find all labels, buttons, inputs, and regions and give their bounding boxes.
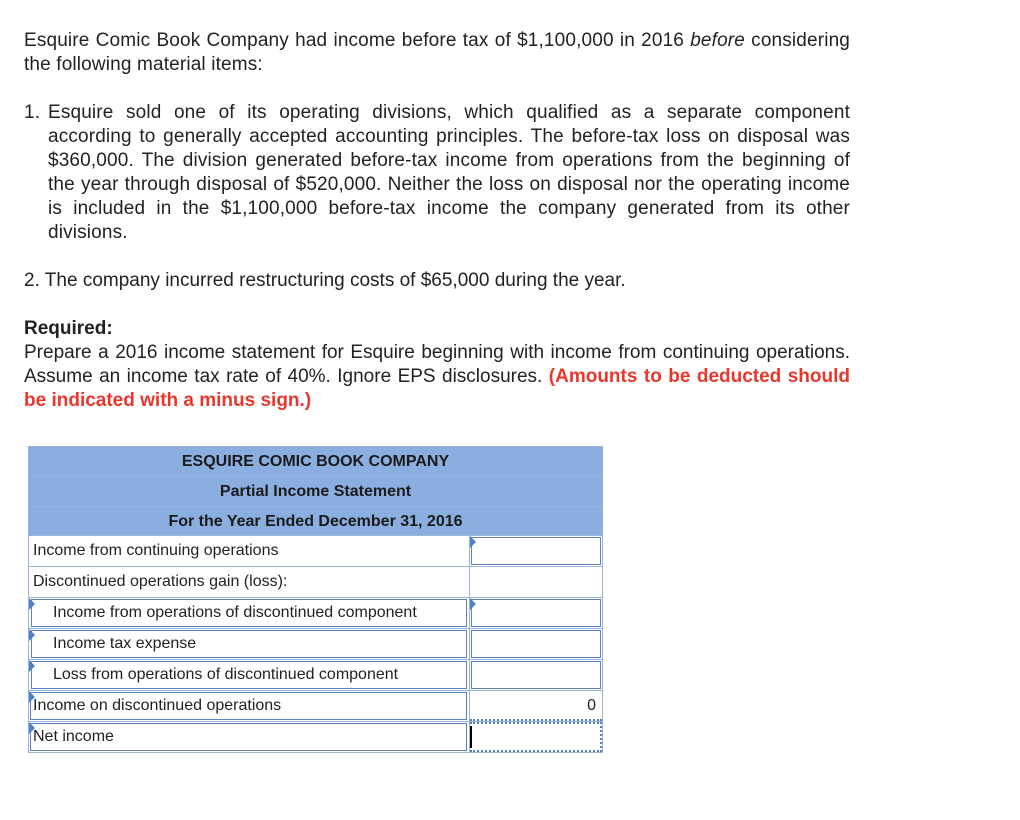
list-item-text: Esquire sold one of its operating divisions, which qualified as a separate component according to generally accepted accounting principles. The before-tax loss on disposal was $360,000. The division generated before-tax income from operations from the beginning of the year through disposal of $520,000. Neither the loss on disposal nor the operating income is included in the $1,100,000 before-tax income the company generated from its other divisions. — [48, 102, 850, 243]
row-label — [29, 536, 470, 566]
row-label-text: Income tax expense — [53, 635, 197, 652]
amount-input[interactable] — [470, 536, 602, 566]
table-row — [28, 598, 603, 629]
minus-sign-note: (Amounts to be deducted should be indicated with a minus sign.) — [24, 366, 850, 411]
row-label-select[interactable] — [29, 722, 470, 752]
amount-input[interactable] — [470, 660, 602, 690]
list-item-number: 2. — [24, 270, 40, 291]
row-label-select[interactable] — [29, 598, 470, 628]
required-text: Prepare a 2016 income statement for Esquire beginning with income from continuing operations. Assume an income tax rate of 40%. Ignore EPS disclosures. — [24, 342, 850, 387]
intro-text-b: considering the following material items: — [24, 30, 850, 75]
intro-paragraph — [24, 29, 850, 77]
amount-input[interactable] — [470, 629, 602, 659]
table-row — [28, 536, 603, 567]
text-cursor — [470, 726, 472, 748]
amount-value: 0 — [587, 697, 596, 714]
table-row — [28, 722, 603, 753]
table-row — [28, 629, 603, 660]
input-marker-icon — [470, 536, 476, 548]
required-section — [24, 317, 850, 413]
row-label-text: Net income — [33, 728, 114, 745]
intro-emphasis: before — [690, 30, 745, 51]
row-label-text: Discontinued operations gain (loss): — [33, 573, 288, 590]
statement-title-header: Partial Income Statement — [28, 476, 603, 506]
required-heading: Required: — [24, 318, 113, 339]
computed-amount — [470, 691, 602, 721]
row-label-text: Loss from operations of discontinued component — [53, 666, 399, 683]
amount-input[interactable] — [470, 598, 602, 628]
input-marker-icon — [29, 660, 35, 672]
statement-period-header: For the Year Ended December 31, 2016 — [28, 506, 603, 536]
amount-cell — [470, 567, 602, 597]
net-income-amount — [470, 722, 602, 752]
row-label-select[interactable] — [29, 629, 470, 659]
list-item-text: The company incurred restructuring costs of $65,000 during the year. — [44, 270, 626, 291]
row-label — [29, 567, 470, 597]
list-item — [24, 101, 850, 245]
list-item-number: 1. — [24, 102, 41, 123]
row-label-select[interactable] — [29, 660, 470, 690]
income-statement-table — [28, 446, 603, 753]
company-name-header: ESQUIRE COMIC BOOK COMPANY — [28, 446, 603, 476]
table-row — [28, 567, 603, 598]
material-items-list — [24, 101, 850, 245]
list-item — [24, 269, 626, 293]
row-label-text: Income from operations of discontinued component — [53, 604, 417, 621]
input-marker-icon — [29, 629, 35, 641]
row-label-text: Income on discontinued operations — [33, 697, 282, 714]
input-marker-icon — [470, 598, 476, 610]
table-row — [28, 660, 603, 691]
row-label-select[interactable] — [29, 691, 470, 721]
intro-text-a: Esquire Comic Book Company had income before tax of $1,100,000 in 2016 — [24, 30, 691, 51]
row-label-text: Income from continuing operations — [33, 542, 279, 559]
input-marker-icon — [29, 598, 35, 610]
table-row — [28, 691, 603, 722]
